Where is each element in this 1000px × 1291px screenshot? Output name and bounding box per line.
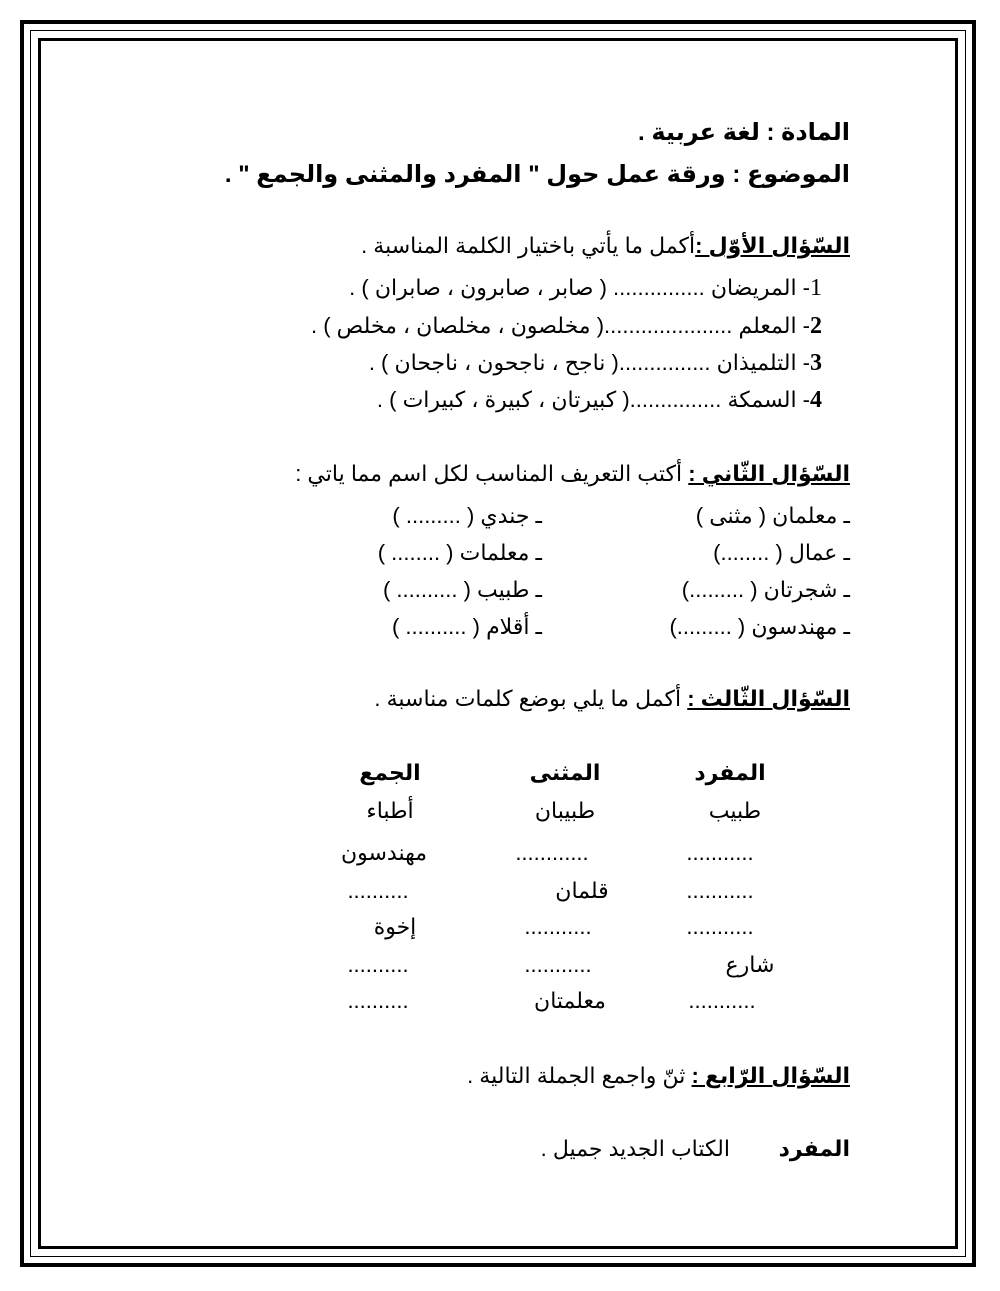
q2-right-cell: ـ مهندسون ( .........)	[669, 614, 850, 639]
q1-item-number: 2	[810, 313, 822, 339]
q1-item	[349, 275, 822, 302]
q3-cell-dual: طبيبان	[534, 798, 596, 823]
q3-heading	[374, 686, 850, 712]
q3-header-plural: الجمع	[359, 760, 421, 785]
q3-cell-dual: ...........	[524, 952, 592, 977]
q4-instruction: ثنّ واجمع الجملة التالية .	[467, 1063, 686, 1088]
q4-sentence: الكتاب الجديد جميل .	[540, 1136, 730, 1161]
q2-left-cell: ـ جندي ( ......... )	[392, 503, 542, 528]
q3-instruction: أكمل ما يلي بوضع كلمات مناسبة .	[374, 686, 682, 711]
q1-item-number: 4	[810, 387, 822, 413]
q3-cell-plural: إخوة	[373, 914, 417, 939]
q3-cell-plural: أطباء	[366, 798, 414, 823]
q3-cell-dual: ............	[515, 840, 589, 865]
q4-heading	[467, 1063, 850, 1089]
q2-right-cell: ـ عمال ( ........)	[713, 540, 850, 565]
q2-instruction: أكتب التعريف المناسب لكل اسم مما ياتي :	[295, 461, 683, 486]
q4-title: السّؤال الرّابع :	[691, 1063, 850, 1088]
q1-instruction: أكمل ما يأتي باختيار الكلمة المناسبة .	[361, 233, 696, 258]
q1-item-number: 3	[810, 350, 822, 376]
q1-item-text: - المريضان ............... ( صابر ، صابرون ، صابران ) .	[349, 275, 810, 300]
q3-cell-plural: مهندسون	[340, 840, 428, 865]
q3-cell-singular: ...........	[686, 914, 754, 939]
q2-heading	[295, 461, 850, 487]
q2-right-cell: ـ معلمان ( مثنى )	[695, 503, 850, 528]
q3-cell-plural: ..........	[347, 952, 409, 977]
q1-title: السّؤال الأوّل :	[695, 233, 850, 258]
q1-item	[369, 350, 822, 377]
subject-line: المادة : لغة عربية .	[638, 119, 850, 146]
q1-item-text: - السمكة ...............( كبيرتان ، كبيرة ، كبيرات ) .	[376, 387, 810, 412]
q1-item-number: 1	[810, 275, 822, 301]
q1-item-text: - التلميذان ...............( ناجح ، ناجحون ، ناجحان ) .	[368, 350, 810, 375]
q2-title: السّؤال الثّاني :	[688, 461, 850, 486]
q3-cell-singular: طبيب	[708, 798, 762, 823]
q1-item	[311, 313, 822, 340]
q2-right-cell: ـ شجرتان ( .........)	[681, 577, 850, 602]
q3-cell-dual: قلمان	[555, 878, 609, 903]
q1-item-text: - المعلم .....................( مخلصون ، مخلصان ، مخلص ) .	[310, 313, 810, 338]
q3-title: السّؤال الثّالث :	[687, 686, 850, 711]
topic-line: الموضوع : ورقة عمل حول " المفرد والمثنى والجمع " .	[224, 161, 850, 188]
q3-header-singular: المفرد	[694, 760, 766, 785]
q1-item	[377, 387, 822, 414]
q3-cell-singular: ...........	[686, 840, 754, 865]
q3-cell-dual: معلمتان	[534, 988, 606, 1013]
q1-heading	[361, 233, 850, 259]
q2-left-cell: ـ طبيب ( .......... )	[382, 577, 542, 602]
q3-cell-singular: شارع	[725, 952, 775, 977]
q2-left-cell: ـ معلمات ( ........ )	[377, 540, 542, 565]
q2-left-cell: ـ أقلام ( .......... )	[391, 614, 542, 639]
q3-cell-plural: ..........	[347, 878, 409, 903]
q3-cell-singular: ...........	[688, 988, 756, 1013]
q3-cell-dual: ...........	[524, 914, 592, 939]
q3-cell-plural: ..........	[347, 988, 409, 1013]
q4-label: المفرد	[778, 1136, 850, 1161]
q3-cell-singular: ...........	[686, 878, 754, 903]
q3-header-dual: المثنى	[529, 760, 601, 785]
